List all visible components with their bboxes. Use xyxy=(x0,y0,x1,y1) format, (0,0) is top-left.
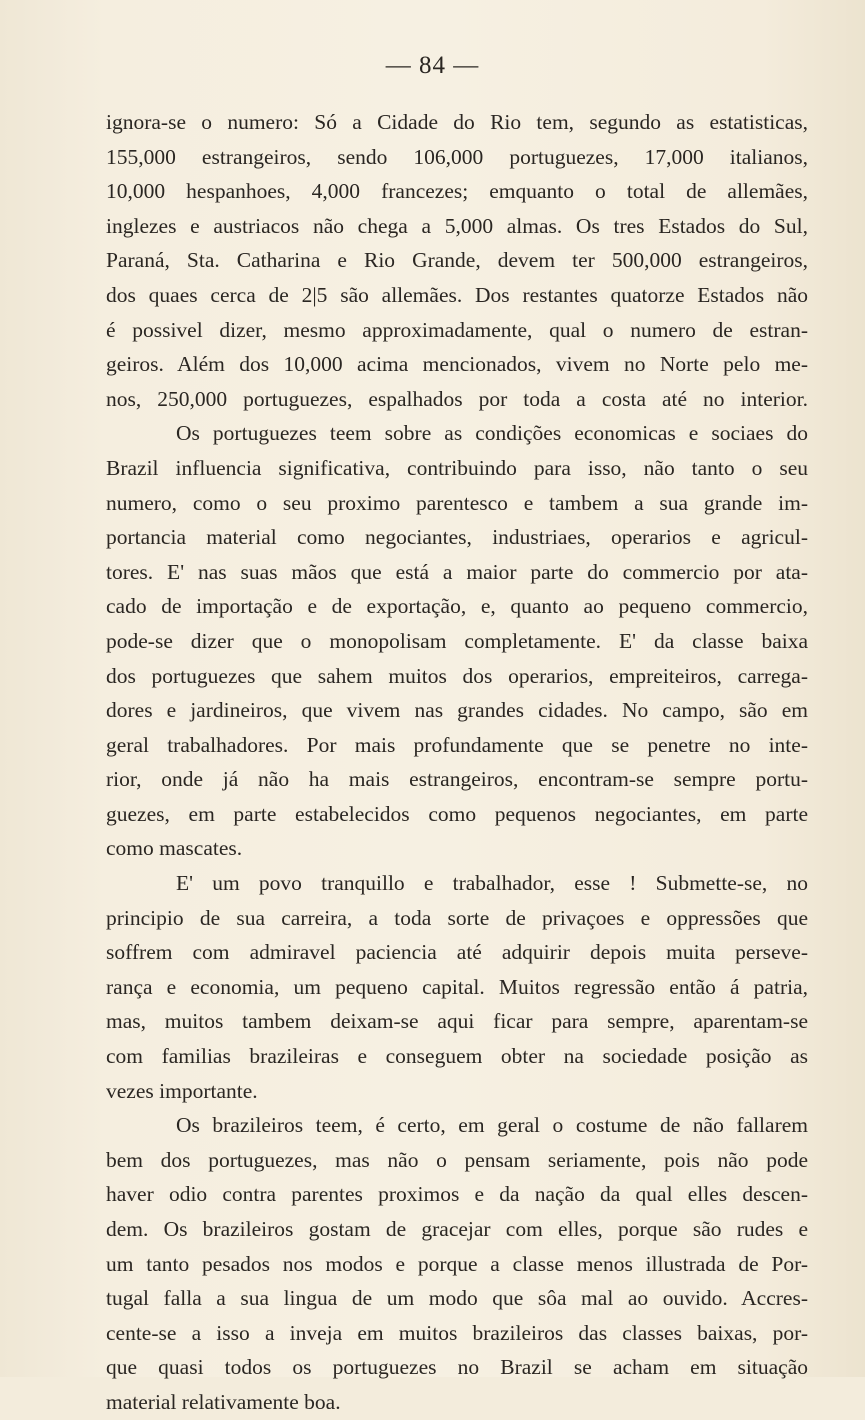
text-line: Paraná, Sta. Catharina e Rio Grande, devem ter 500,000 estrangeiros, xyxy=(106,248,808,273)
text-line: tores. E' nas suas mãos que está a maior parte do commercio por ata- xyxy=(106,559,808,584)
text-line: numero, como o seu proximo parentesco e tambem a sua grande im- xyxy=(106,490,808,515)
page-number: — 84 — xyxy=(385,52,480,79)
text-line: principio de sua carreira, a toda sorte de privaçoes e oppressões que xyxy=(106,905,808,930)
text-line: Brazil influencia significativa, contribuindo para isso, não tanto o seu xyxy=(106,455,808,480)
text-line: 10,000 hespanhoes, 4,000 francezes; emquanto o total de allemães, xyxy=(106,179,808,204)
text-line: guezes, em parte estabelecidos como pequenos negociantes, em parte xyxy=(106,801,808,826)
text-line: é possivel dizer, mesmo approximadamente, qual o numero de estran- xyxy=(106,317,808,342)
text-line: bem dos portuguezes, mas não o pensam seriamente, pois não pode xyxy=(106,1147,808,1172)
text-line-paragraph-end: como mascates. xyxy=(106,836,243,861)
text-line-paragraph-end: vezes importante. xyxy=(106,1078,258,1103)
text-line: ignora-se o numero: Só a Cidade do Rio tem, segundo as estatisticas, xyxy=(106,110,808,134)
text-line: geral trabalhadores. Por mais profundamente que se penetre no inte- xyxy=(106,732,808,757)
text-line: geiros. Além dos 10,000 acima mencionados, vivem no Norte pelo me- xyxy=(106,352,808,377)
text-line-paragraph-start: Os brazileiros teem, é certo, em geral o costume de não fallarem xyxy=(176,1113,808,1138)
text-line: pode-se dizer que o monopolisam completamente. E' da classe baixa xyxy=(106,628,808,653)
body-text xyxy=(106,105,808,1420)
text-line: cado de importação e de exportação, e, quanto ao pequeno commercio, xyxy=(106,594,808,619)
text-line: soffrem com admiravel paciencia até adquirir depois muita perseve- xyxy=(106,940,808,965)
text-line: haver odio contra parentes proximos e da nação da qual elles descen- xyxy=(106,1182,808,1207)
text-line-paragraph-start: Os portuguezes teem sobre as condições economicas e sociaes do xyxy=(176,421,808,446)
text-line: cente-se a isso a inveja em muitos brazileiros das classes baixas, por- xyxy=(106,1320,808,1345)
text-line: inglezes e austriacos não chega a 5,000 almas. Os tres Estados do Sul, xyxy=(106,213,808,238)
text-line: rança e economia, um pequeno capital. Muitos regressão então á patria, xyxy=(106,974,808,999)
text-line: dos portuguezes que sahem muitos dos operarios, empreiteiros, carrega- xyxy=(106,663,808,688)
text-line: mas, muitos tambem deixam-se aqui ficar para sempre, aparentam-se xyxy=(106,1009,808,1034)
text-line: dos quaes cerca de 2|5 são allemães. Dos restantes quatorze Estados não xyxy=(106,282,808,307)
text-line: tugal falla a sua lingua de um modo que sôa mal ao ouvido. Accres- xyxy=(106,1286,808,1311)
text-line: dores e jardineiros, que vivem nas grandes cidades. No campo, são em xyxy=(106,698,808,723)
text-line: dem. Os brazileiros gostam de gracejar com elles, porque são rudes e xyxy=(106,1217,808,1241)
text-line: que quasi todos os portuguezes no Brazil se acham em situação xyxy=(106,1355,808,1380)
text-line: 155,000 estrangeiros, sendo 106,000 portuguezes, 17,000 italianos, xyxy=(106,144,808,169)
text-line-paragraph-end: material relativamente boa. xyxy=(106,1389,341,1414)
text-line: um tanto pesados nos modos e porque a classe menos illustrada de Por- xyxy=(106,1251,808,1276)
text-line: rior, onde já não ha mais estrangeiros, encontram-se sempre portu- xyxy=(106,767,808,792)
text-line: com familias brazileiras e conseguem obter na sociedade posição as xyxy=(106,1044,808,1069)
text-line: nos, 250,000 portuguezes, espalhados por toda a costa até no interior. xyxy=(106,386,808,411)
text-line-paragraph-start: E' um povo tranquillo e trabalhador, esse ! Submette-se, no xyxy=(176,871,808,896)
text-line: portancia material como negociantes, industriaes, operarios e agricul- xyxy=(106,525,808,550)
